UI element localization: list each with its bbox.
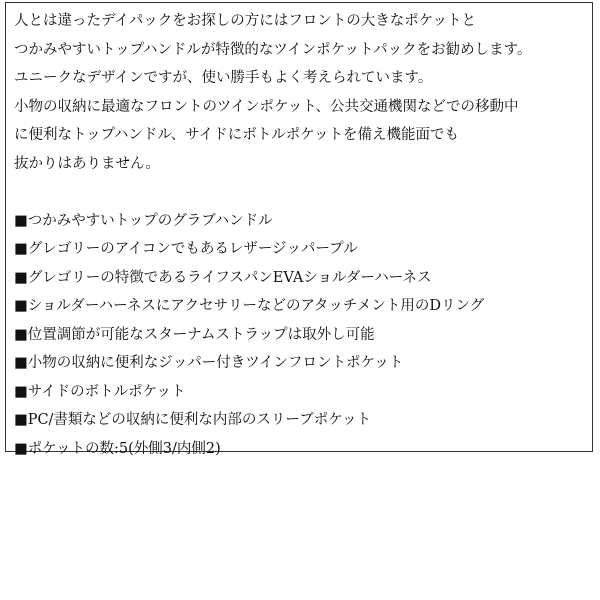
feature-item-6: ■小物の収納に便利なジッパー付きツインフロントポケット [14,355,404,371]
feature-item-5: ■位置調節が可能なスターナムストラップは取外し可能 [14,326,375,343]
description-line-4: 小物の収納に最適なフロントのツインポケット、公共交通機関などでの移動中 [14,98,519,115]
spacer [14,178,592,207]
description-line-2: つかみやすいトップハンドルが特徴的なツインポケットパックをお勧めします。 [14,41,532,58]
description-line-3: ユニークなデザインですが、使い勝手もよく考えられています。 [14,70,433,86]
product-description-box [5,2,593,457]
description-line-6: 抜かりはありません。 [14,155,160,172]
feature-item-3: ■グレゴリーの特徴であるライフスパンEVAショルダーハーネス [14,269,432,286]
feature-item-9: ■ポケットの数:5(外側3/内側2) [14,440,221,457]
feature-item-2: ■グレゴリーのアイコンでもあるレザージッパープル [14,241,358,257]
feature-item-1: ■つかみやすいトップのグラブハンドル [14,212,273,229]
feature-item-7: ■サイドのボトルポケット [14,383,186,400]
feature-item-4: ■ショルダーハーネスにアクセサリーなどのアタッチメント用のDリング [14,298,485,314]
description-line-1: 人とは違ったデイパックをお探しの方にはフロントの大きなポケットと [14,13,476,29]
description-line-5: に便利なトップハンドル、サイドにボトルポケットを備え機能面でも [14,127,460,143]
feature-item-8: ■PC/書類などの収納に便利な内部のスリーブポケット [14,412,371,428]
